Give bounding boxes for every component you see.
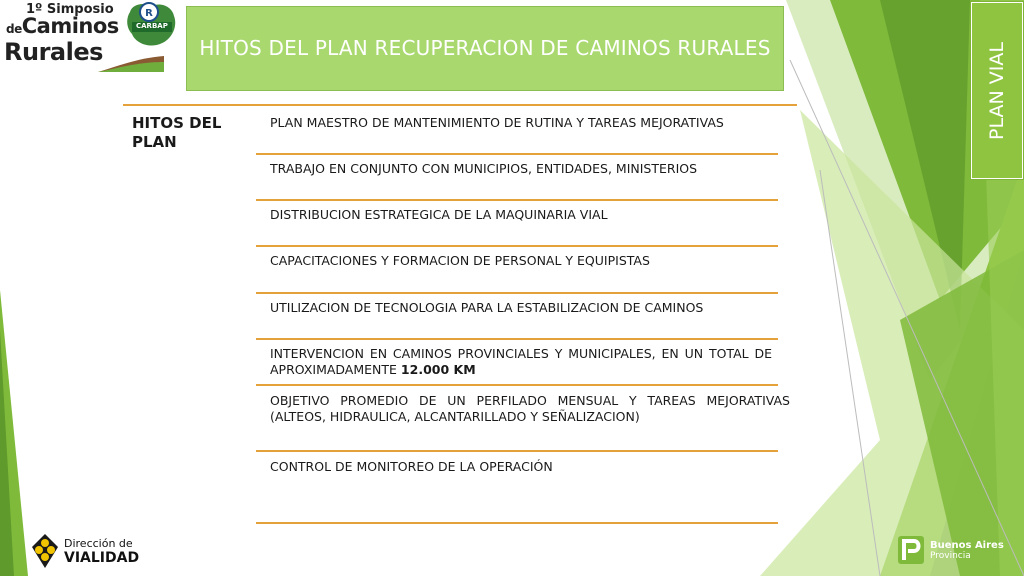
side-tab-label: PLAN VIAL xyxy=(986,41,1008,140)
provincia-mark-icon xyxy=(898,536,924,564)
table-bottom-rule xyxy=(256,522,778,524)
table-cell: OBJETIVO PROMEDIO DE UN PERFILADO MENSUAL Y TAREAS MEJORATIVAS (ALTEOS, HIDRAULICA, ALCANTARILLADO Y SEÑALIZACION) xyxy=(270,393,790,424)
table-cell xyxy=(270,346,772,378)
footer-left-line-2: VIALIDAD xyxy=(64,550,140,566)
table-cell: DISTRIBUCION ESTRATEGICA DE LA MAQUINARIA VIAL xyxy=(270,207,608,222)
row-divider xyxy=(256,338,778,340)
svg-text:R: R xyxy=(145,8,153,19)
table-top-rule xyxy=(123,104,797,106)
simposio-logo xyxy=(2,0,177,75)
table-cell: CONTROL DE MONITOREO DE LA OPERACIÓN xyxy=(270,459,553,474)
slide-title-text: HITOS DEL PLAN RECUPERACION DE CAMINOS RURALES xyxy=(199,36,771,60)
logo-line-2-prefix: de xyxy=(6,22,22,36)
footer-right-line-1: Buenos Aires xyxy=(930,540,1004,551)
row-divider xyxy=(256,199,778,201)
slide-title xyxy=(186,6,784,91)
table-cell: UTILIZACION DE TECNOLOGIA PARA LA ESTABILIZACION DE CAMINOS xyxy=(270,300,704,315)
emblem-text: CARBAP xyxy=(136,22,168,30)
direccion-vialidad-logo xyxy=(32,534,142,568)
logo-line-3: Rurales xyxy=(4,38,103,66)
footer-left-line-1: Dirección de xyxy=(64,537,133,550)
table-cell: TRABAJO EN CONJUNTO CON MUNICIPIOS, ENTIDADES, MINISTERIOS xyxy=(270,161,698,176)
road-icon xyxy=(98,48,164,72)
logo-line-2-main: Caminos xyxy=(21,14,119,38)
row-divider xyxy=(256,245,778,247)
row-divider xyxy=(256,153,778,155)
logo-line-2 xyxy=(6,14,119,38)
logo-line-1: 1º Simposio xyxy=(26,2,114,17)
footer-right-line-2: Provincia xyxy=(930,551,971,561)
row-divider xyxy=(256,450,778,452)
table-cell: CAPACITACIONES Y FORMACION DE PERSONAL Y EQUIPISTAS xyxy=(270,253,650,268)
buenos-aires-provincia-logo xyxy=(898,536,1008,566)
row-divider xyxy=(256,384,778,386)
table-cell-text: INTERVENCION EN CAMINOS PROVINCIALES Y MUNICIPALES, EN UN TOTAL DE APROXIMADAMENTE xyxy=(270,346,772,377)
vialidad-badge-icon xyxy=(32,534,58,568)
row-header: HITOS DEL PLAN xyxy=(132,114,222,151)
side-tab-plan-vial xyxy=(971,2,1023,179)
table-cell: PLAN MAESTRO DE MANTENIMIENTO DE RUTINA Y TAREAS MEJORATIVAS xyxy=(270,115,724,130)
table-cell-highlight: 12.000 KM xyxy=(400,362,476,377)
row-divider xyxy=(256,292,778,294)
